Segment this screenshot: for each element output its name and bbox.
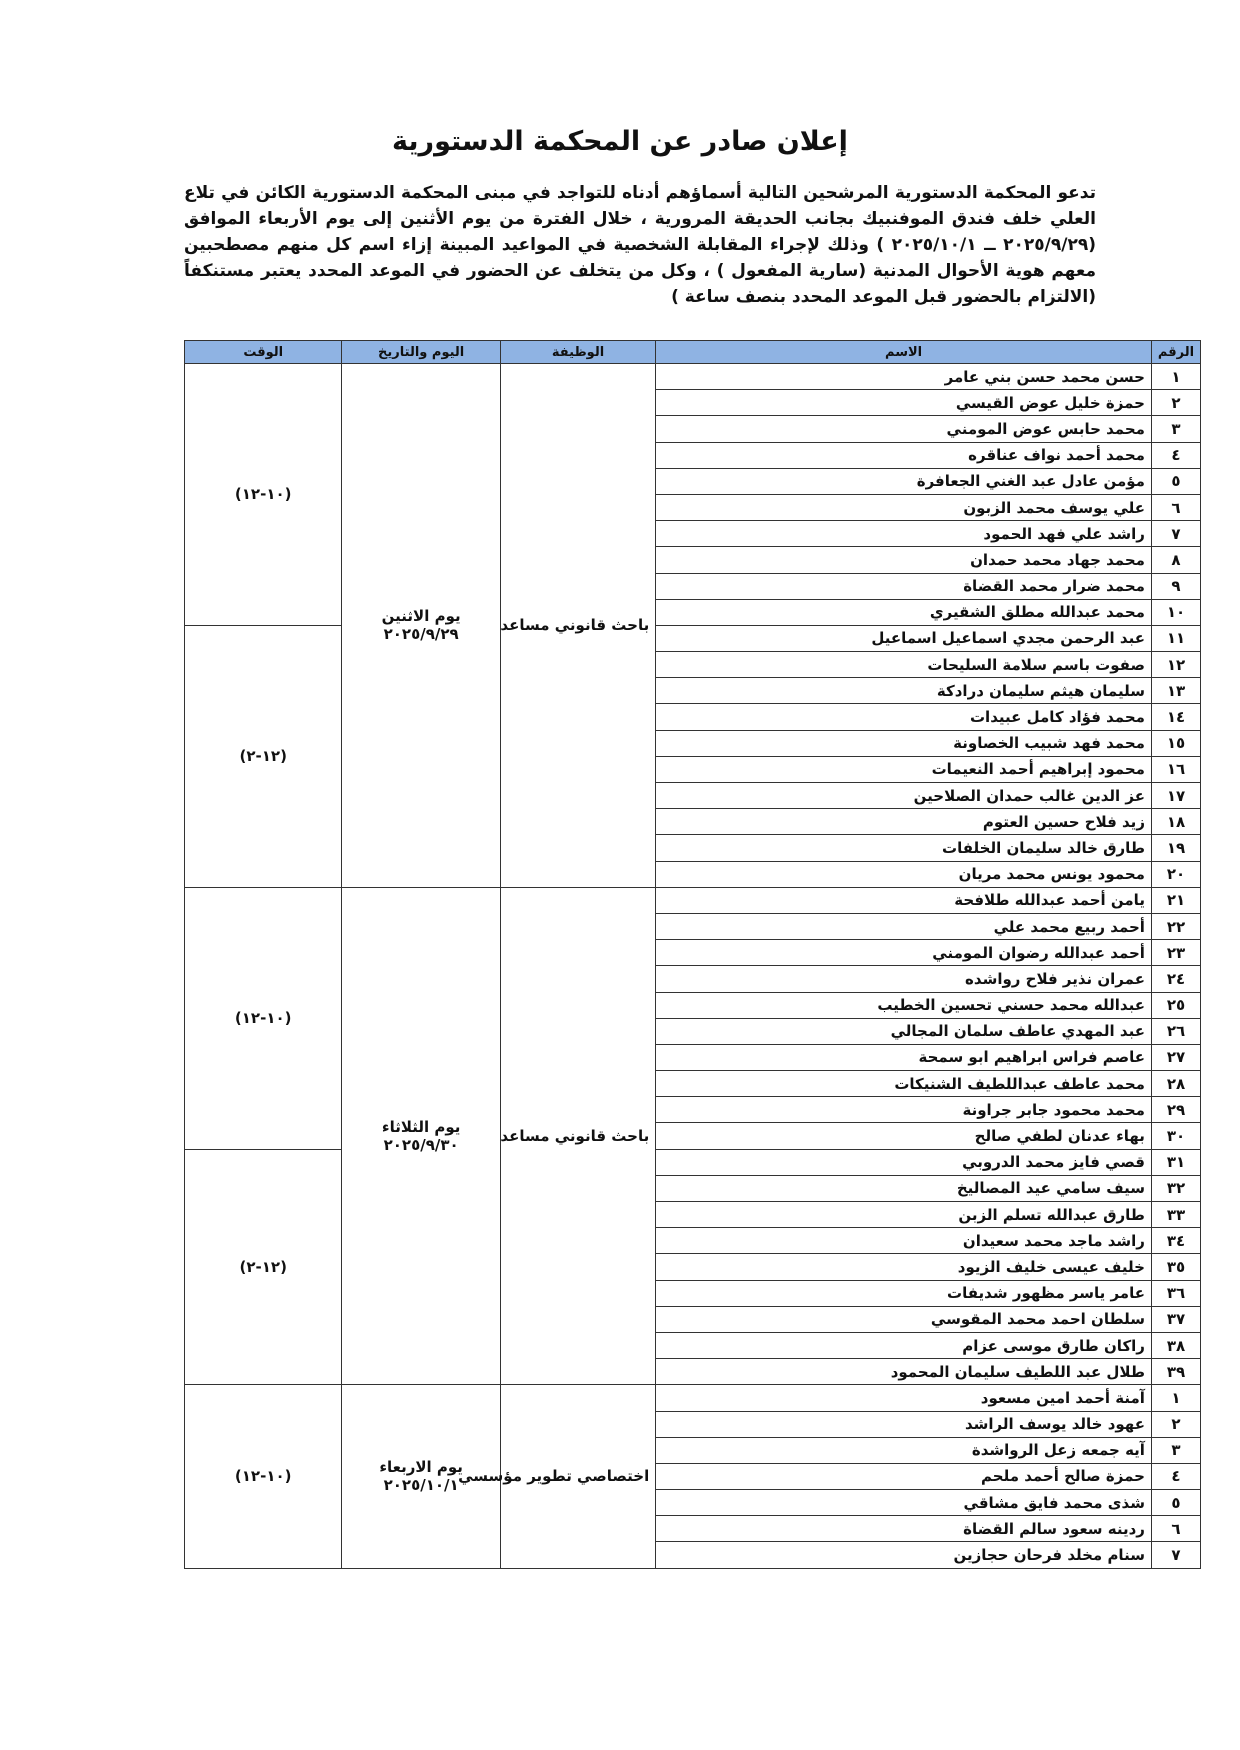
candidate-name: راشد ماجد محمد سعيدان (656, 1228, 1152, 1254)
candidate-name: زيد فلاح حسين العتوم (656, 809, 1152, 835)
job-title: اختصاصي تطوير مؤسسي (500, 1385, 655, 1568)
candidate-name: محمد عبدالله مطلق الشقيري (656, 599, 1152, 625)
candidate-name: محمد أحمد نواف عناقره (656, 442, 1152, 468)
row-number: ١٠ (1151, 599, 1200, 625)
day-date-value: ٢٠٢٥/١٠/١ (383, 1476, 459, 1495)
day-date (342, 887, 500, 1385)
row-number: ٩ (1151, 573, 1200, 599)
row-number: ٢٠ (1151, 861, 1200, 887)
row-number: ٢٨ (1151, 1071, 1200, 1097)
candidate-name: طلال عبد اللطيف سليمان المحمود (656, 1359, 1152, 1385)
row-number: ٧ (1151, 521, 1200, 547)
candidate-name: حسن محمد حسن بني عامر (656, 364, 1152, 390)
candidate-name: أحمد عبدالله رضوان المومني (656, 940, 1152, 966)
table-row (185, 1385, 1201, 1411)
candidate-name: قصي فايز محمد الدروبي (656, 1149, 1152, 1175)
intro-text: تدعو المحكمة الدستورية المرشحين التالية أسماؤهم أدناه للتواجد في مبنى المحكمة الدستورية الكائن في تلاع العلي خلف فندق الموفنبيك بجانب الحديقة المرورية ، خلال الفترة من يوم الأثنين إلى يوم الأربعاء الموافق (٢٠٢٥/٩/٢٩ ــ ٢٠٢٥/١٠/١ ) وذلك لإجراء المقابلة الشخصية في المواعيد المبينة إزاء اسم كل منهم مصطحبين معهم هوية الأحوال المدنية (سارية المفعول ) ، وكل من يتخلف عن الحضور في الموعد المحدد يعتبر مستنكفاً (الالتزام بالحضور قبل الموعد المحدد بنصف ساعة ) (184, 183, 1096, 307)
time-slot: (١٠-١٢) (185, 364, 342, 626)
candidate-name: سيف سامي عيد المصاليخ (656, 1175, 1152, 1201)
candidate-name: محمد ضرار محمد القضاة (656, 573, 1152, 599)
job-title: باحث قانوني مساعد (500, 364, 655, 888)
row-number: ٢٧ (1151, 1044, 1200, 1070)
candidate-name: طارق عبدالله تسلم الزبن (656, 1202, 1152, 1228)
row-number: ٣٥ (1151, 1254, 1200, 1280)
candidate-name: محمد محمود جابر جراونة (656, 1097, 1152, 1123)
time-slot: (١٢-٢) (185, 1149, 342, 1385)
row-number: ٣٢ (1151, 1175, 1200, 1201)
time-slot: (١٠-١٢) (185, 1385, 342, 1568)
candidate-name: محمد عاطف عبداللطيف الشنيكات (656, 1071, 1152, 1097)
interview-schedule-table (184, 340, 1201, 1569)
candidate-name: سنام مخلد فرحان حجازين (656, 1542, 1152, 1568)
candidate-name: راكان طارق موسى عزام (656, 1332, 1152, 1358)
row-number: ٢٤ (1151, 966, 1200, 992)
header-job: الوظيفة (500, 341, 655, 364)
row-number: ٣٠ (1151, 1123, 1200, 1149)
intro-paragraph (184, 180, 1096, 310)
row-number: ٢١ (1151, 887, 1200, 913)
candidate-name: عاصم فراس ابراهيم ابو سمحة (656, 1044, 1152, 1070)
candidate-name: عبدالله محمد حسني تحسين الخطيب (656, 992, 1152, 1018)
day-date-value: ٢٠٢٥/٩/٣٠ (383, 1136, 459, 1155)
candidate-name: عبد المهدي عاطف سلمان المجالي (656, 1018, 1152, 1044)
row-number: ٢٣ (1151, 940, 1200, 966)
row-number: ١٣ (1151, 678, 1200, 704)
table-row (185, 625, 1201, 651)
row-number: ١٤ (1151, 704, 1200, 730)
candidate-name: عهود خالد يوسف الراشد (656, 1411, 1152, 1437)
candidate-name: محمد فهد شبيب الخصاونة (656, 730, 1152, 756)
candidate-name: محمد جهاد محمد حمدان (656, 547, 1152, 573)
row-number: ٢٥ (1151, 992, 1200, 1018)
candidate-name: حمزة خليل عوض القيسي (656, 390, 1152, 416)
candidate-name: محمود إبراهيم أحمد النعيمات (656, 756, 1152, 782)
row-number: ١٢ (1151, 652, 1200, 678)
candidate-name: ردينه سعود سالم القضاة (656, 1516, 1152, 1542)
candidate-name: آمنة أحمد امين مسعود (656, 1385, 1152, 1411)
row-number: ٦ (1151, 1516, 1200, 1542)
table-row (185, 887, 1201, 913)
row-number: ٣٨ (1151, 1332, 1200, 1358)
candidate-name: سلطان احمد محمد المقوسي (656, 1306, 1152, 1332)
row-number: ٤ (1151, 1463, 1200, 1489)
table-header-row (185, 341, 1201, 364)
row-number: ٣٩ (1151, 1359, 1200, 1385)
row-number: ١ (1151, 1385, 1200, 1411)
row-number: ٧ (1151, 1542, 1200, 1568)
candidate-name: شذى محمد فايق مشاقي (656, 1490, 1152, 1516)
row-number: ٣٦ (1151, 1280, 1200, 1306)
row-number: ١ (1151, 364, 1200, 390)
candidate-name: طارق خالد سليمان الخلفات (656, 835, 1152, 861)
page-title: إعلان صادر عن المحكمة الدستورية (392, 126, 848, 157)
row-number: ٢٩ (1151, 1097, 1200, 1123)
candidate-name: محمد فؤاد كامل عبيدات (656, 704, 1152, 730)
candidate-name: يامن أحمد عبدالله طلافحة (656, 887, 1152, 913)
row-number: ٣ (1151, 416, 1200, 442)
header-num: الرقم (1151, 341, 1200, 364)
candidate-name: علي يوسف محمد الزبون (656, 494, 1152, 520)
candidate-name: مؤمن عادل عبد الغني الجعافرة (656, 468, 1152, 494)
time-slot: (١٠-١٢) (185, 887, 342, 1149)
candidate-name: محمد حابس عوض المومني (656, 416, 1152, 442)
table-row (185, 364, 1201, 390)
row-number: ٣١ (1151, 1149, 1200, 1175)
job-title: باحث قانوني مساعد (500, 887, 655, 1385)
day-date-value: ٢٠٢٥/٩/٢٩ (383, 625, 459, 644)
row-number: ٦ (1151, 494, 1200, 520)
row-number: ٤ (1151, 442, 1200, 468)
header-name: الاسم (656, 341, 1152, 364)
header-day: اليوم والتاريخ (342, 341, 500, 364)
candidate-name: أحمد ربيع محمد علي (656, 913, 1152, 939)
row-number: ١٥ (1151, 730, 1200, 756)
candidate-name: حمزة صالح أحمد ملحم (656, 1463, 1152, 1489)
time-slot: (١٢-٢) (185, 625, 342, 887)
row-number: ٨ (1151, 547, 1200, 573)
candidate-name: سليمان هيثم سليمان درادكة (656, 678, 1152, 704)
row-number: ٢٦ (1151, 1018, 1200, 1044)
row-number: ٥ (1151, 468, 1200, 494)
day-name: يوم الثلاثاء (381, 1118, 461, 1137)
row-number: ٢ (1151, 1411, 1200, 1437)
row-number: ١٦ (1151, 756, 1200, 782)
row-number: ٢٢ (1151, 913, 1200, 939)
candidate-name: محمود يونس محمد مريان (656, 861, 1152, 887)
header-time: الوقت (185, 341, 342, 364)
row-number: ٥ (1151, 1490, 1200, 1516)
row-number: ٣ (1151, 1437, 1200, 1463)
candidate-name: عبد الرحمن مجدي اسماعيل اسماعيل (656, 625, 1152, 651)
candidate-name: راشد علي فهد الحمود (656, 521, 1152, 547)
row-number: ٢ (1151, 390, 1200, 416)
day-name: يوم الاربعاء (379, 1458, 463, 1477)
row-number: ١٨ (1151, 809, 1200, 835)
row-number: ٣٤ (1151, 1228, 1200, 1254)
row-number: ١٩ (1151, 835, 1200, 861)
candidate-name: عامر ياسر مظهور شديفات (656, 1280, 1152, 1306)
row-number: ٣٣ (1151, 1202, 1200, 1228)
day-name: يوم الاثنين (381, 607, 461, 626)
candidate-name: عمران نذير فلاح رواشده (656, 966, 1152, 992)
table-row (185, 1149, 1201, 1175)
row-number: ٣٧ (1151, 1306, 1200, 1332)
table-body (185, 364, 1201, 1569)
row-number: ١٧ (1151, 783, 1200, 809)
day-date (342, 364, 500, 888)
candidate-name: خليف عيسى خليف الزيود (656, 1254, 1152, 1280)
row-number: ١١ (1151, 625, 1200, 651)
candidate-name: آيه جمعه زعل الرواشدة (656, 1437, 1152, 1463)
candidate-name: صفوت باسم سلامة السليحات (656, 652, 1152, 678)
candidate-name: بهاء عدنان لطفي صالح (656, 1123, 1152, 1149)
candidate-name: عز الدين غالب حمدان الصلاحين (656, 783, 1152, 809)
